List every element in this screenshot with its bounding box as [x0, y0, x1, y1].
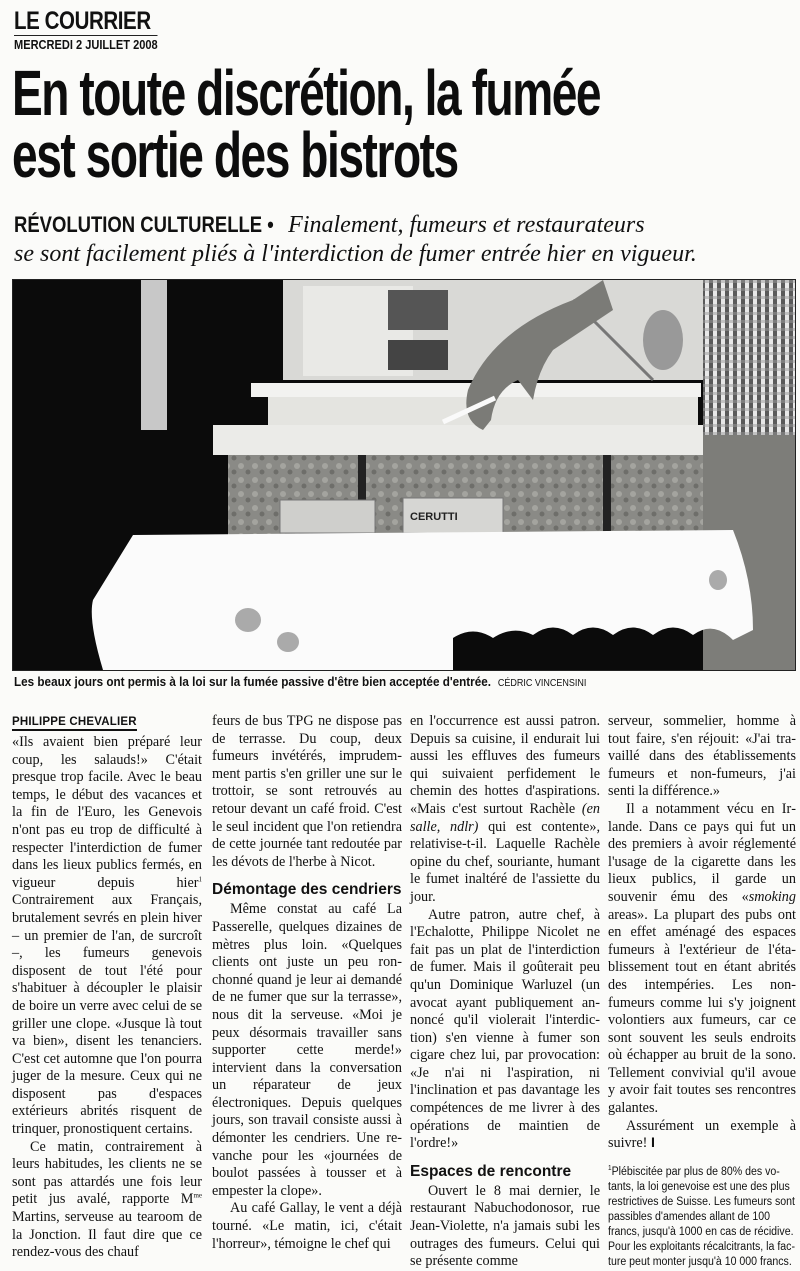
ashtray-brand: CERUTTI [410, 511, 458, 523]
paragraph: feurs de bus TPG ne dispose pas de terrasse. Du coup, deux fumeurs invétérés, imprudemment partis s'en griller une sur le trottoir, se sont retrouvés au retour devant un café froid. C'est le seul incident que l'on retiendra de cette journée tant redoutée par les dévots de l'herbe à Nicot. [212, 713, 402, 870]
kicker: RÉVOLUTION CULTURELLE • [14, 212, 274, 237]
article-column-2 [212, 713, 402, 1253]
article-column-3 [410, 713, 600, 1271]
paragraph: Il a notamment vécu en Irlande. Dans ce pays qui fut un des premiers à avoir réglementé l'usage de la cigarette dans les lieux publics, il garde un souvenir ému des «smoking areas». La plupart des pubs ont en effet aménagé des espaces fumeurs à l'extérieur de l'établissement tout en étant abrités des intempéries. Les non-fumeurs comme lui s'y joignent volontiers aux fumeurs, car ce sont souvent les seuls endroits où échapper au bruit de la sono. Tellement convivial qu'il avoue y avoir fait toutes ses rencontres galantes. [608, 800, 796, 1117]
paragraph: Ouvert le 8 mai dernier, le restaurant Nabuchodonosor, rue Jean-Violette, n'a jamais subi les outrages des fumeurs. Celui qui se présente comme [410, 1182, 600, 1270]
newspaper-name: LE COURRIER [14, 8, 158, 36]
paragraph: serveur, sommelier, homme à tout faire, s'en réjouit: «J'ai travaillé dans des établissements fumeurs et non-fumeurs, j'ai senti la différence.» [608, 713, 796, 800]
paragraph: Même constat au café La Passerelle, quelques dizaines de mètres plus loin. «Quelques clients ont juste un peu ronchonné quand je leur ai demandé de ne fumer que sur la terrasse», nous dit la serveuse. «Moi je peux désormais travailler sans supporter cette merde!» intervient dans la conversation un réparateur de jeux électroniques. Depuis quelques jours, son travail consiste aussi à démonter les cendriers. Une revanche pour les «journées de boulot passées à tousser et à empester la clope». [212, 901, 402, 1199]
article-column-1 [12, 713, 202, 1262]
subheading-demontage: Démontage des cendriers [212, 881, 402, 899]
paragraph: Assurément un exemple à suivre! I [608, 1117, 796, 1152]
paragraph: Ce matin, contrairement à leurs habitudes, les clients ne se sont pas attardés une fois leur petit jus avalé, rapporte $M^{me}$ Martins, serveuse au tearoom de la Jonction. Il faut dire que ce rendez-vous des chauf [12, 1138, 202, 1261]
headline-line-1: En toute discrétion, la fumée [12, 57, 601, 129]
masthead [14, 8, 189, 52]
paragraph: Autre patron, autre chef, à l'Echalotte, Philippe Nicolet ne fait pas un plat de l'interdiction de fumer. Mais il goûterait peu qu'un Dominique Warluzel (un avocat ayant publiquement annoncé qu'il violerait l'interdiction) s'en vienne à fumer son cigare chez lui, par provocation: «Je n'ai ni l'aspiration, ni l'inclination et pas davantage les compétences de me livrer à des opérations de maintien de l'ordre!» [410, 906, 600, 1152]
lead-line-1: Finalement, fumeurs et restaurateurs [288, 212, 645, 238]
footnote-ref: 1 [198, 875, 202, 884]
photo-caption [14, 674, 586, 689]
photo-credit: CÉDRIC VINCENSINI [497, 678, 587, 689]
byline: PHILIPPE CHEVALIER [12, 716, 137, 731]
article-photo [12, 279, 796, 671]
checked-shirt [703, 280, 795, 435]
end-mark: I [650, 1135, 655, 1152]
lead-line-2: se sont facilement pliés à l'interdiction de fumer entrée hier en vigueur. [14, 241, 697, 267]
subheading-espaces: Espaces de rencontre [410, 1162, 572, 1180]
paragraph: «Ils avaient bien préparé leur coup, les salauds!» C'était presque trop facile. Avec le beau temps, le début des vacances et la fin de l'Euro, les Genevois n'ont pas eu trop de difficulté à respecter l'interdiction de fumer dans les lieux publics fermés, en vigueur depuis hier$^1$ Contrairement aux Français, brutalement sevrés en plein hiver – un premier de l'an, de surcroît –, les fumeurs genevois disposent de tout l'été pour s'habituer à découpler le plaisir de boire un verre avec celui de se griller une clope. «Jusque là tout va bien», disent les tenanciers. C'est cet automne que l'on pourra juger de la mesure. Ceux qui ne disposent pas d'espaces extérieurs abrités risquent de trinquer, pronostiquent certains. [12, 734, 202, 1138]
paragraph: Au café Gallay, le vent a déjà tourné. «Le matin, ici, c'était l'horreur», témoigne le chef qui [212, 1200, 402, 1252]
photo-illustration [13, 280, 795, 670]
door-frame [141, 280, 167, 430]
article-column-4 [608, 713, 796, 1270]
caption-text: Les beaux jours ont permis à la loi sur la fumée passive d'être bien acceptée d'entrée. [14, 674, 491, 689]
headline [12, 57, 660, 191]
deck [14, 210, 800, 269]
headline-line-2: est sortie des bistrots [12, 119, 458, 191]
paragraph: en l'occurrence est aussi patron. Depuis sa cuisine, il endurait lui aussi les effluves des fumeurs qui suivaient perfidement le chemin des hottes d'aspirations. «Mais c'est surtout Rachèle (en salle, ndlr) qui est contente», relativise-t-il. Laquelle Rachèle opine du chef, souriante, humant le fumet inaltéré de l'assiette du jour. [410, 713, 600, 905]
ashtray-left [280, 500, 375, 533]
publication-date: MERCREDI 2 JUILLET 2008 [14, 37, 158, 52]
footnote: $^1$Plébiscitée par plus de 80% des votants, la loi genevoise est une des plus restrictives de Suisse. Les fumeurs sont passibles d'amendes allant de 100 francs, jusqu'à 1000 en cas de récidive. Pour les exploitants récalcitrants, la facture peut monter jusqu'à 10 000 francs. [608, 1165, 796, 1268]
